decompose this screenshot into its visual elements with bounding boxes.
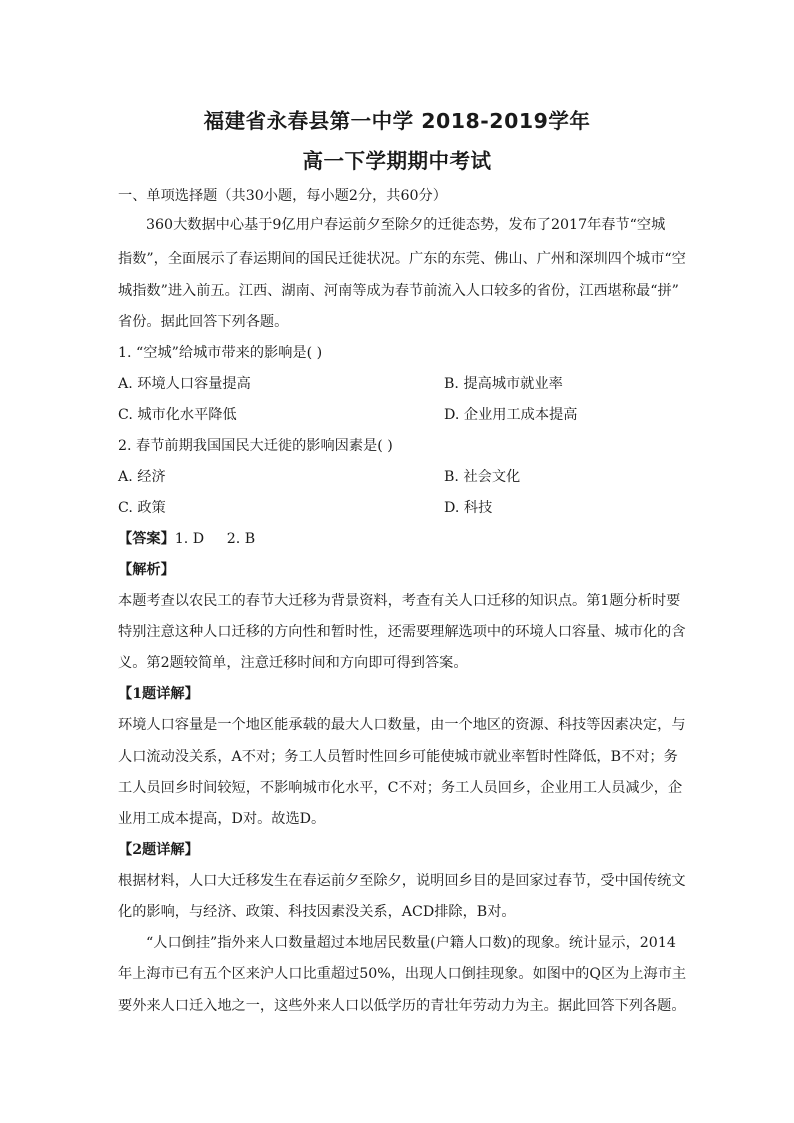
passage1-line: 360大数据中心基于9亿用户春运前夕至除夕的迁徙态势，发布了2017年春节“空城 [146,217,666,233]
detail2-label: 【2题详解】 [118,842,199,858]
question1-stem: 1. “空城”给城市带来的影响是( ) [118,345,323,361]
analysis-line: 特别注意这种人口迁移的方向性和暂时性，还需要理解选项中的环境人口容量、城市化的含 [118,624,686,640]
detail1-line: 人口流动没关系，A不对；务工人员暂时性回乡可能使城市就业率暂时性降低，B不对；务 [118,749,678,765]
question2-option-b: B. 社会文化 [444,469,521,485]
answer-label: 【答案】 [118,531,175,547]
document-title-line2: 高一下学期期中考试 [302,149,492,173]
detail1-line: 环境人口容量是一个地区能承载的最大人口数量，由一个地区的资源、科技等因素决定，与 [118,717,686,733]
question2-option-c: C. 政策 [118,500,166,516]
analysis-line: 本题考查以农民工的春节大迁移为背景资料，考查有关人口迁移的知识点。第1题分析时要 [118,593,681,609]
detail1-label: 【1题详解】 [118,686,199,702]
passage1-line: 城指数”进入前五。江西、湖南、河南等成为春节前流入人口较多的省份，江西堪称最“拼” [118,283,679,299]
passage1-line: 省份。据此回答下列各题。 [118,314,289,330]
question2-stem: 2. 春节前期我国国民大迁徙的影响因素是( ) [118,438,393,454]
question2-option-a: A. 经济 [118,469,166,485]
passage2-line: “人口倒挂”指外来人口数量超过本地居民数量(户籍人口数)的现象。统计显示，2014 [146,935,676,951]
analysis-line: 义。第2题较简单，注意迁移时间和方向即可得到答案。 [118,655,468,671]
detail2-line: 化的影响，与经济、政策、科技因素没关系，ACD排除，B对。 [118,904,516,920]
document-title-line1: 福建省永春县第一中学 2018-2019学年 [203,109,591,133]
detail1-line: 业用工成本提高，D对。故选D。 [118,811,326,827]
question2-option-d: D. 科技 [444,500,493,516]
detail1-line: 工人员回乡时间较短，不影响城市化水平，C不对；务工人员回乡，企业用工人员减少，企 [118,780,683,796]
answer-line [118,529,680,549]
passage2-line: 要外来人口迁入地之一，这些外来人口以低学历的青壮年劳动力为主。据此回答下列各题。 [118,998,686,1014]
question1-option-b: B. 提高城市就业率 [444,376,563,392]
question1-option-d: D. 企业用工成本提高 [444,407,578,423]
passage1-line: 指数”，全面展示了春运期间的国民迁徙状况。广东的东莞、佛山、广州和深圳四个城市“空 [118,251,686,267]
question1-option-a: A. 环境人口容量提高 [118,376,251,392]
passage2-line: 年上海市已有五个区来沪人口比重超过50%，出现人口倒挂现象。如图中的Q区为上海市主 [118,966,687,982]
answer-text: 1. D 2. B [174,531,256,547]
question1-option-c: C. 城市化水平降低 [118,407,237,423]
detail2-line: 根据材料，人口大迁移发生在春运前夕至除夕，说明回乡目的是回家过春节，受中国传统文 [118,873,686,889]
section-heading: 一、单项选择题（共30小题，每小题2分，共60分） [118,188,447,204]
analysis-label: 【解析】 [118,562,175,578]
